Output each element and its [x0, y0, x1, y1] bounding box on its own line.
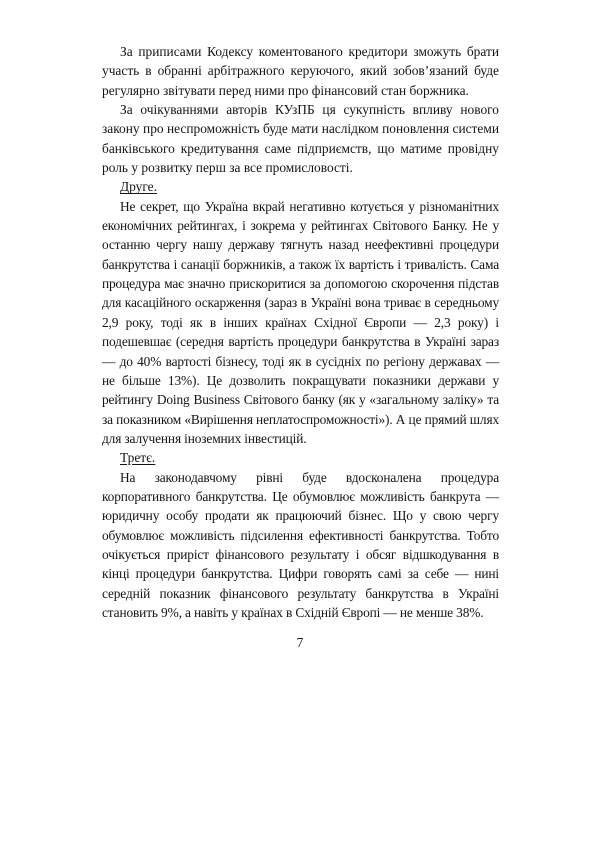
paragraph-ratings: Не секрет, що Україна вкрай негативно котується у різноманітних економічних рейтингах, і зокрема у рейтингах Світового Банку. Не у останню чергу нашу державу тягнуть назад неефективні процедури банкрутства і санації боржників, а також їх вартість і тривалість. Сама процедура має значно прискоритися за допомогою скорочення підстав для касаційного оскарження (зараз в Україні вона триває в середньому 2,9 року, тоді як в інших країнах Східної Європи — 2,3 року) і подешевшає (середня вартість процедури банкрутства в Україні зараз — до 40% вартості бізнесу, тоді як в сусідніх по регіону державах — не більше 13%). Це дозволить покращувати показники держави у рейтингу Doing Business Світового банку (як у «загальному заліку» та за показником «Вирішення неплатоспроможності»). А це прямий шлях для залучення іноземних інвестицій. — [102, 198, 499, 446]
paragraph-expectations: За очікуваннями авторів КУзПБ ця сукупність впливу нового закону про неспроможність буде мати наслідком поновлення системи банківського кредитування саме підприємств, що матиме провідну роль у розвитку перш за все промисловості. — [102, 102, 499, 176]
paragraph-corporate-bankruptcy: На законодавчому рівні буде вдосконалена процедура корпоративного банкрутства. Це обумовлює можливість банкрута — юридичну особу продати як працюючий бізнес. Що у свою чергу обумовлює можливість підсилення ефективності банкрутства. Тобто очікується приріст фінансового результату і обсяг відшкодування в кінці процедури банкрутства. Цифри говорять самі за себе — нині середній показник фінансового результату банкрутства в Україні становить 9%, а навіть у країнах в Східній Європі — не менше 38%. — [102, 469, 499, 620]
section-heading-second: Друге. — [120, 179, 157, 195]
paragraph-creditors: За приписами Кодексу коментованого кредитори зможуть брати участь в обранні арбітражного керуючого, який зобов’язаний буде регулярно звітувати перед ними про фінансовий стан боржника. — [102, 44, 499, 98]
page-number: 7 — [296, 635, 304, 650]
section-heading-third: Третє. — [120, 450, 156, 466]
body-text — [102, 42, 499, 622]
